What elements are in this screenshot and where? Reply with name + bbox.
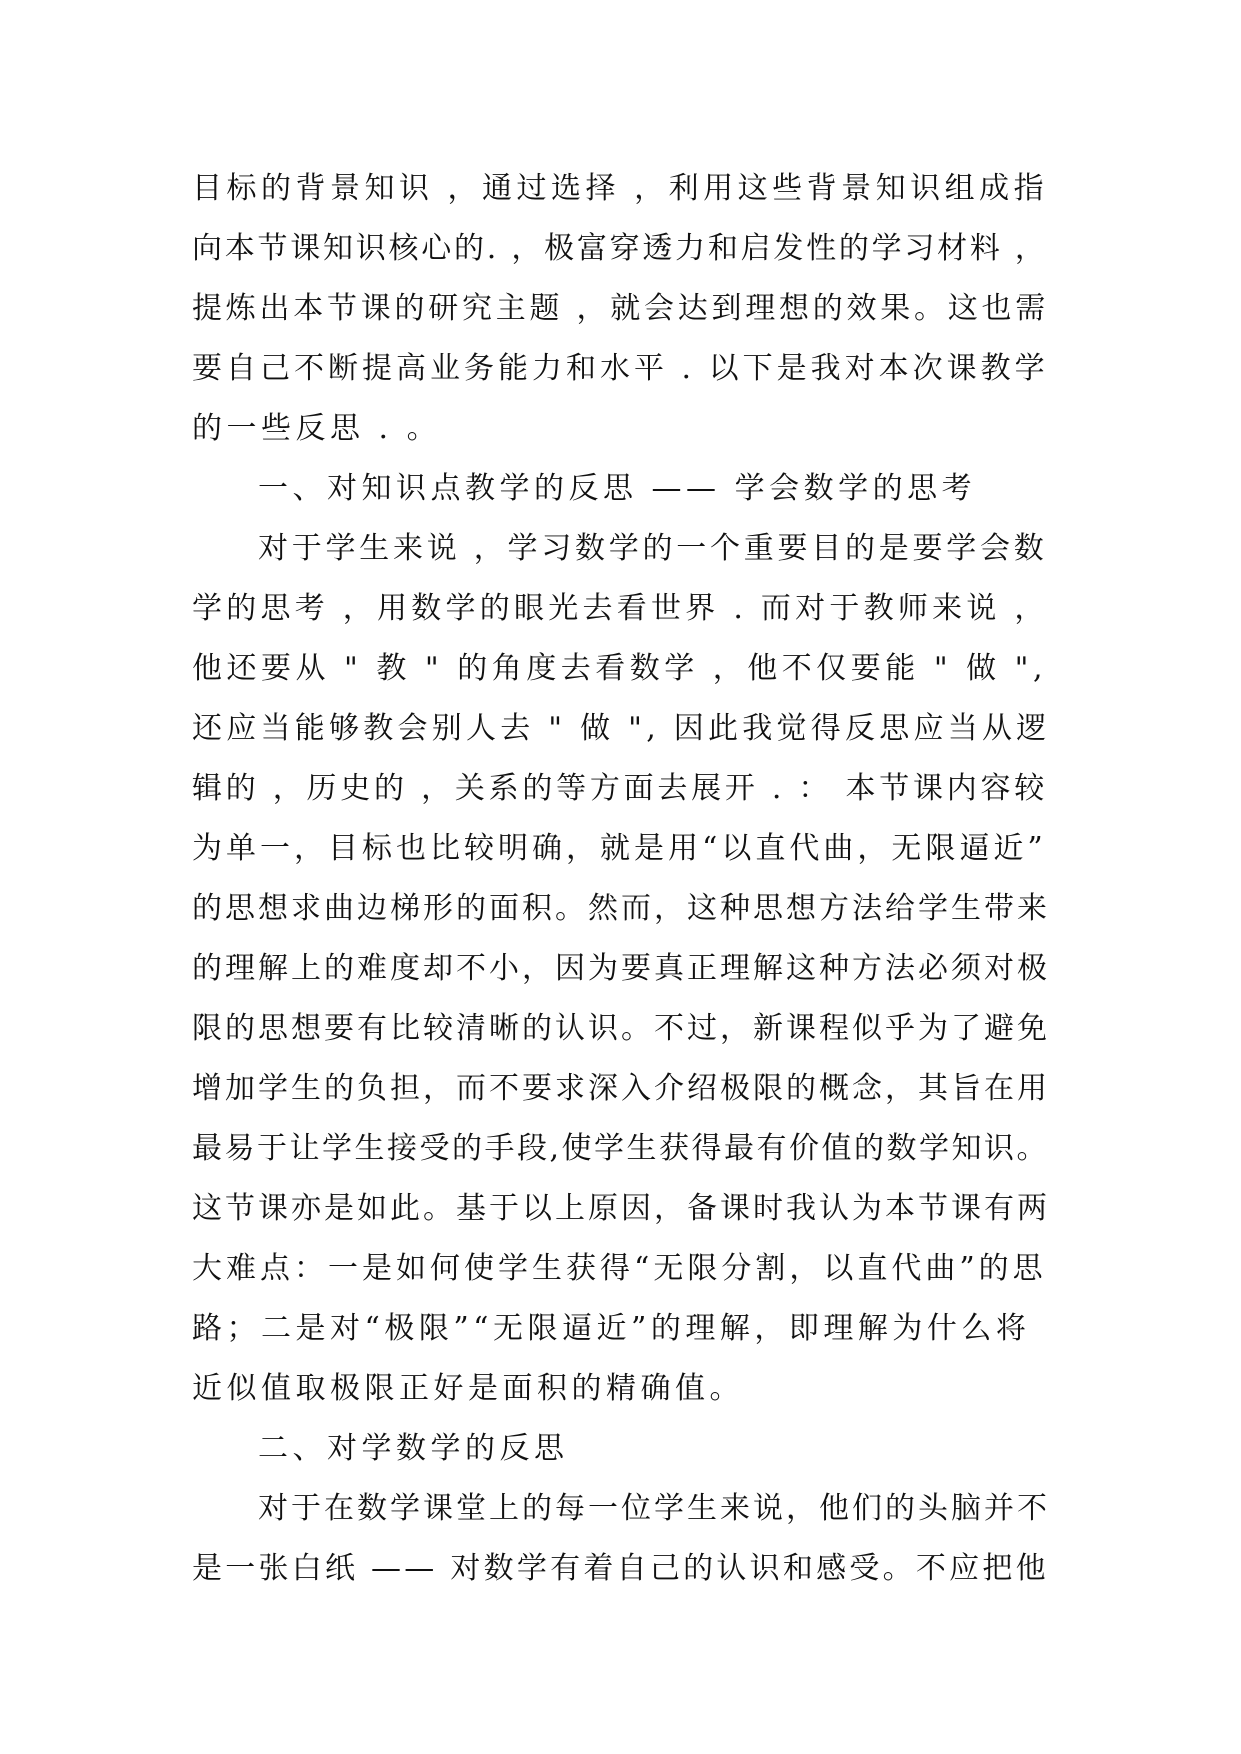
text-line: 大难点：一是如何使学生获得“无限分割，以直代曲”的思 xyxy=(192,1251,1047,1286)
text-line: 的思想求曲边梯形的面积。然而，这种思想方法给学生带来 xyxy=(192,891,1050,926)
text-line: 向本节课知识核心的. ，极富穿透力和启发性的学习材料 ， xyxy=(192,231,1048,266)
text-line: 提炼出本节课的研究主题 ，就会达到理想的效果。这也需 xyxy=(192,291,1050,326)
text-line: 的理解上的难度却不小，因为要真正理解这种方法必须对极 xyxy=(192,951,1050,986)
text-line: 路；二是对“极限”“无限逼近”的理解，即理解为什么将 xyxy=(192,1311,1031,1346)
text-line: 一、对知识点教学的反思 —— 学会数学的思考 xyxy=(258,471,977,506)
text-line: 的一些反思 . 。 xyxy=(192,411,442,446)
text-line: 近似值取极限正好是面积的精确值。 xyxy=(192,1371,744,1406)
text-line: 还应当能够教会别人去 " 做 ", 因此我觉得反思应当从逻 xyxy=(192,711,1051,746)
text-line: 辑的 ，历史的 ，关系的等方面去展开 . ： 本节课内容较 xyxy=(192,771,1048,806)
text-line: 最易于让学生接受的手段,使学生获得最有价值的数学知识。 xyxy=(192,1131,1050,1166)
text-line: 他还要从 " 教 " 的角度去看数学 ，他不仅要能 " 做 ", xyxy=(192,651,1048,686)
text-line: 是一张白纸 —— 对数学有着自己的认识和感受。不应把他 xyxy=(192,1551,1049,1586)
text-line: 二、对学数学的反思 xyxy=(258,1431,569,1466)
text-line: 这节课亦是如此。基于以上原因，备课时我认为本节课有两 xyxy=(192,1191,1050,1226)
text-line: 对于学生来说 ，学习数学的一个重要目的是要学会数 xyxy=(258,531,1048,566)
text-line: 限的思想要有比较清晰的认识。不过，新课程似乎为了避免 xyxy=(192,1011,1050,1046)
text-line: 学的思考 ，用数学的眼光去看世界 . 而对于教师来说 ， xyxy=(192,591,1049,626)
text-line: 增加学生的负担，而不要求深入介绍极限的概念，其旨在用 xyxy=(192,1071,1050,1106)
text-line: 为单一，目标也比较明确，就是用“以直代曲，无限逼近” xyxy=(192,831,1047,866)
text-line: 对于在数学课堂上的每一位学生来说，他们的头脑并不 xyxy=(258,1491,1050,1526)
document-body xyxy=(192,159,1052,1599)
text-line: 目标的背景知识 ，通过选择 ，利用这些背景知识组成指 xyxy=(192,171,1049,206)
text-line: 要自己不断提高业务能力和水平 . 以下是我对本次课教学 xyxy=(192,351,1049,386)
